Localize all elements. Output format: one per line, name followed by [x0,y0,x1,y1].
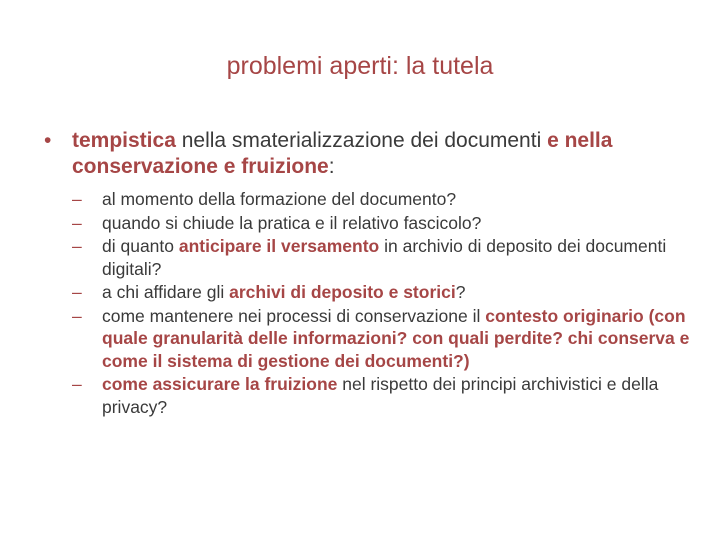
sub-part: a chi affidare gli [102,282,230,302]
bullet-part: nella smaterializzazione dei documenti [175,129,548,152]
sub-item [72,188,700,211]
sub-part: al momento della formazione del documento? [102,189,457,209]
bullet-marker: • [44,129,52,152]
slide-content [40,128,700,419]
sub-part: contesto originario (con quale granularità delle informazioni? con quali perdite? chi conserva e come il sistema di gestione dei documenti?) [102,305,690,371]
sub-part: di quanto [102,236,179,256]
sub-part: archivi di deposito e storici [229,282,456,302]
sub-part: ? [455,282,466,302]
slide-title: problemi aperti: la tutela [226,52,494,80]
sub-part: come assicurare la fruizione [102,374,338,394]
dash-marker: – [72,189,82,209]
dash-marker: – [72,305,82,326]
bullet-part: tempistica [72,129,176,152]
dash-marker: – [72,212,82,233]
main-bullet-text [72,129,612,178]
sub-item [72,281,700,304]
sub-part: quando si chiude la pratica e il relativo fascicolo? [102,212,482,233]
sub-list [40,188,700,418]
dash-marker: – [72,236,82,256]
sub-item [72,212,700,235]
sub-part: anticipare il versamento [178,236,380,256]
bullet-part: e nella conservazione e fruizione [72,129,613,178]
main-bullet [40,128,700,180]
sub-item [72,305,700,373]
sub-item [72,373,700,418]
sub-part: in archivio di deposito dei documenti digitali? [102,236,667,279]
dash-marker: – [72,374,82,394]
sub-part: come mantenere nei processi di conservazione il [102,305,486,326]
sub-part: nel rispetto dei principi archivistici e della privacy? [102,374,659,417]
dash-marker: – [72,282,82,302]
sub-item [72,235,700,280]
bullet-part: : [328,155,335,178]
